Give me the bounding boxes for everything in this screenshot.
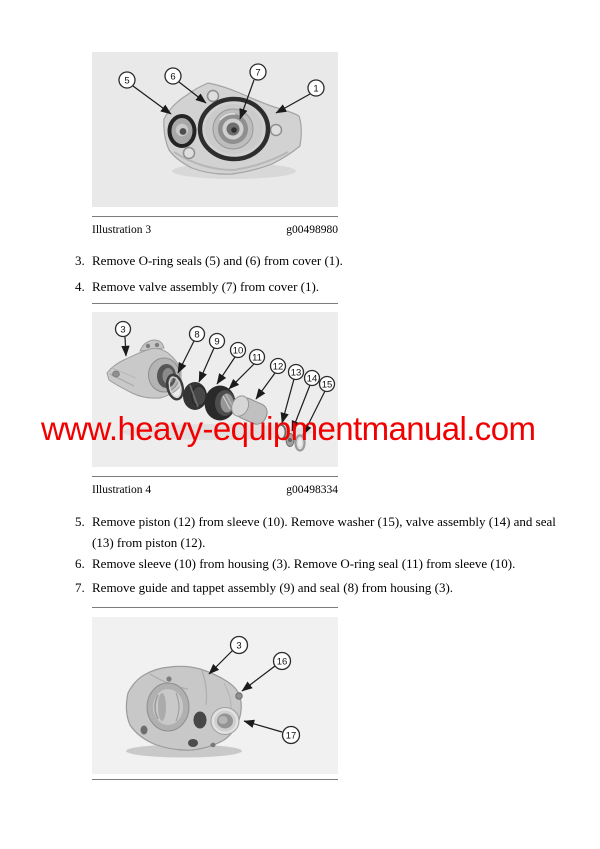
step-item-3 [75, 251, 564, 272]
step-text: Remove piston (12) from sleeve (10). Remove washer (15), valve assembly (14) and seal (13) from piston (12). [92, 514, 556, 550]
illustration-5-figure [92, 617, 338, 774]
illustration-5-photo [92, 617, 338, 774]
figure-caption [92, 483, 338, 498]
step-text: Remove O-ring seals (5) and (6) from cover (1). [92, 253, 343, 268]
svg-text:10: 10 [232, 345, 244, 357]
svg-text:14: 14 [306, 373, 318, 385]
bolt-hole [236, 693, 242, 699]
section-divider [92, 303, 338, 304]
svg-text:1: 1 [313, 83, 319, 95]
svg-text:5: 5 [124, 75, 130, 87]
guide-tappet-part [183, 382, 207, 410]
step-number: 5. [75, 514, 85, 529]
svg-text:3: 3 [120, 324, 126, 336]
step-number: 4. [75, 279, 85, 294]
illustration-3-photo [92, 52, 338, 207]
step-text: Remove valve assembly (7) from cover (1). [92, 279, 320, 294]
caption-ref: g00498334 [286, 484, 338, 496]
illustration-3-figure [92, 52, 338, 236]
step-text: Remove sleeve (10) from housing (3). Remove O-ring seal (11) from sleeve (10). [92, 556, 516, 571]
step-item-5 [75, 512, 564, 553]
caption-label: Illustration 3 [92, 224, 152, 236]
svg-text:11: 11 [252, 352, 262, 364]
caption-label: Illustration 4 [92, 484, 152, 496]
step-item-4 [75, 277, 564, 298]
svg-text:7: 7 [255, 67, 261, 79]
small-o-ring-part [170, 116, 195, 146]
caption-divider [92, 476, 338, 477]
bolt-hole [271, 125, 282, 136]
valve-assembly-part [213, 109, 253, 149]
step-number: 6. [75, 556, 85, 571]
bolt-hole [208, 91, 219, 102]
svg-text:17: 17 [285, 730, 297, 742]
step-item-7 [75, 578, 564, 599]
svg-text:12: 12 [272, 361, 284, 373]
svg-text:9: 9 [214, 336, 220, 348]
bolt-hole [184, 148, 195, 159]
caption-ref: g00498980 [286, 224, 338, 236]
figure-caption [92, 223, 338, 238]
watermark: www.heavy-equipmentmanual.com [41, 410, 536, 447]
step-number: 7. [75, 580, 85, 595]
caption-divider [92, 216, 338, 217]
section-divider [92, 607, 338, 608]
svg-text:3: 3 [236, 640, 242, 652]
svg-text:16: 16 [276, 656, 288, 668]
svg-text:13: 13 [290, 367, 302, 379]
caption-divider [92, 779, 338, 780]
svg-text:8: 8 [194, 329, 200, 341]
step-text: Remove guide and tappet assembly (9) and seal (8) from housing (3). [92, 580, 454, 595]
step-item-6 [75, 554, 564, 575]
svg-text:15: 15 [321, 379, 333, 391]
step-number: 3. [75, 253, 85, 268]
svg-text:6: 6 [170, 71, 176, 83]
